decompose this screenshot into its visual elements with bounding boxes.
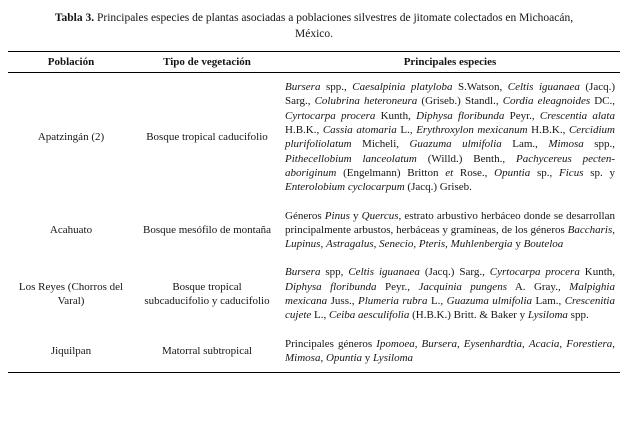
- table-row-jiquilpan: [8, 330, 620, 373]
- column-header-poblacion: Población: [8, 52, 134, 73]
- vegetacion-cell: Bosque tropical caducifolio: [146, 131, 268, 144]
- especies-cell: Principales géneros Ipomoea, Bursera, Eysenhardtia, Acacia, Forestiera, Mimosa, Opuntia y Lysiloma: [285, 337, 615, 364]
- vegetacion-cell: Bosque mesófilo de montaña: [142, 223, 271, 236]
- table-caption: [42, 10, 586, 42]
- header-row: [8, 52, 620, 73]
- table-row-acahuato: [8, 202, 620, 259]
- table-caption-text: Principales especies de plantas asociadas a poblaciones silvestres de jitomate colectados en Michoacán, México.: [94, 12, 574, 41]
- species-table: [8, 51, 620, 373]
- poblacion-cell: Jiquilpan: [50, 344, 92, 357]
- especies-cell: Bursera spp., Caesalpinia platyloba S.Watson, Celtis iguanaea (Jacq.) Sarg., Colubrina heteroneura (Griseb.) Standl., Cordia eleagnoides DC., Cyrtocarpa procera Kunth, Diphysa floribunda Peyr., Crescentia alata H.B.K., Cassia atomaria L., Erythroxylon mexicanum H.B.K., Cercidium plurifoliolatum Micheli, Guazuma ulmifolia Lam., Mimosa spp., Pithecellobium lanceolatum (Willd.) Benth., Pachycereus pecten-aboriginum (Engelmann) Britton et Rose., Opuntia sp., Ficus sp. y Enterolobium cyclocarpum (Jacq.) Griseb.: [285, 81, 616, 194]
- column-header-especies: Principales especies: [280, 52, 620, 73]
- table-caption-label: Tabla 3.: [54, 12, 95, 24]
- poblacion-cell: Apatzingán (2): [37, 131, 105, 144]
- poblacion-cell: Acahuato: [49, 223, 93, 236]
- table-row-apatzingan: [8, 73, 620, 202]
- vegetacion-cell: Bosque tropical subcaducifolio y caducifolio: [144, 280, 270, 308]
- especies-cell: Géneros Pinus y Quercus, estrato arbustivo herbáceo donde se desarrollan principalmente arbustos, herbáceas y gramíneas, de los géneros Baccharis, Lupinus, Astragalus, Senecio, Pteris, Muhlenbergia y Bouteloa: [285, 209, 615, 251]
- especies-cell: Bursera spp, Celtis iguanaea (Jacq.) Sarg., Cyrtocarpa procera Kunth, Diphysa floribunda Peyr., Jacquinia pungens A. Gray., Malpighia mexicana Juss., Plumeria rubra L., Guazuma ulmifolia Lam., Crescenitia cujete L., Ceiba aesculifolia (H.B.K.) Britt. & Baker y Lysiloma spp.: [285, 266, 616, 322]
- column-header-vegetacion: Tipo de vegetación: [134, 52, 280, 73]
- table-header: [8, 52, 620, 73]
- vegetacion-cell: Matorral subtropical: [161, 344, 253, 357]
- table-body: [8, 73, 620, 373]
- table-row-los-reyes: [8, 258, 620, 329]
- poblacion-cell: Los Reyes (Chorros del Varal): [18, 280, 124, 308]
